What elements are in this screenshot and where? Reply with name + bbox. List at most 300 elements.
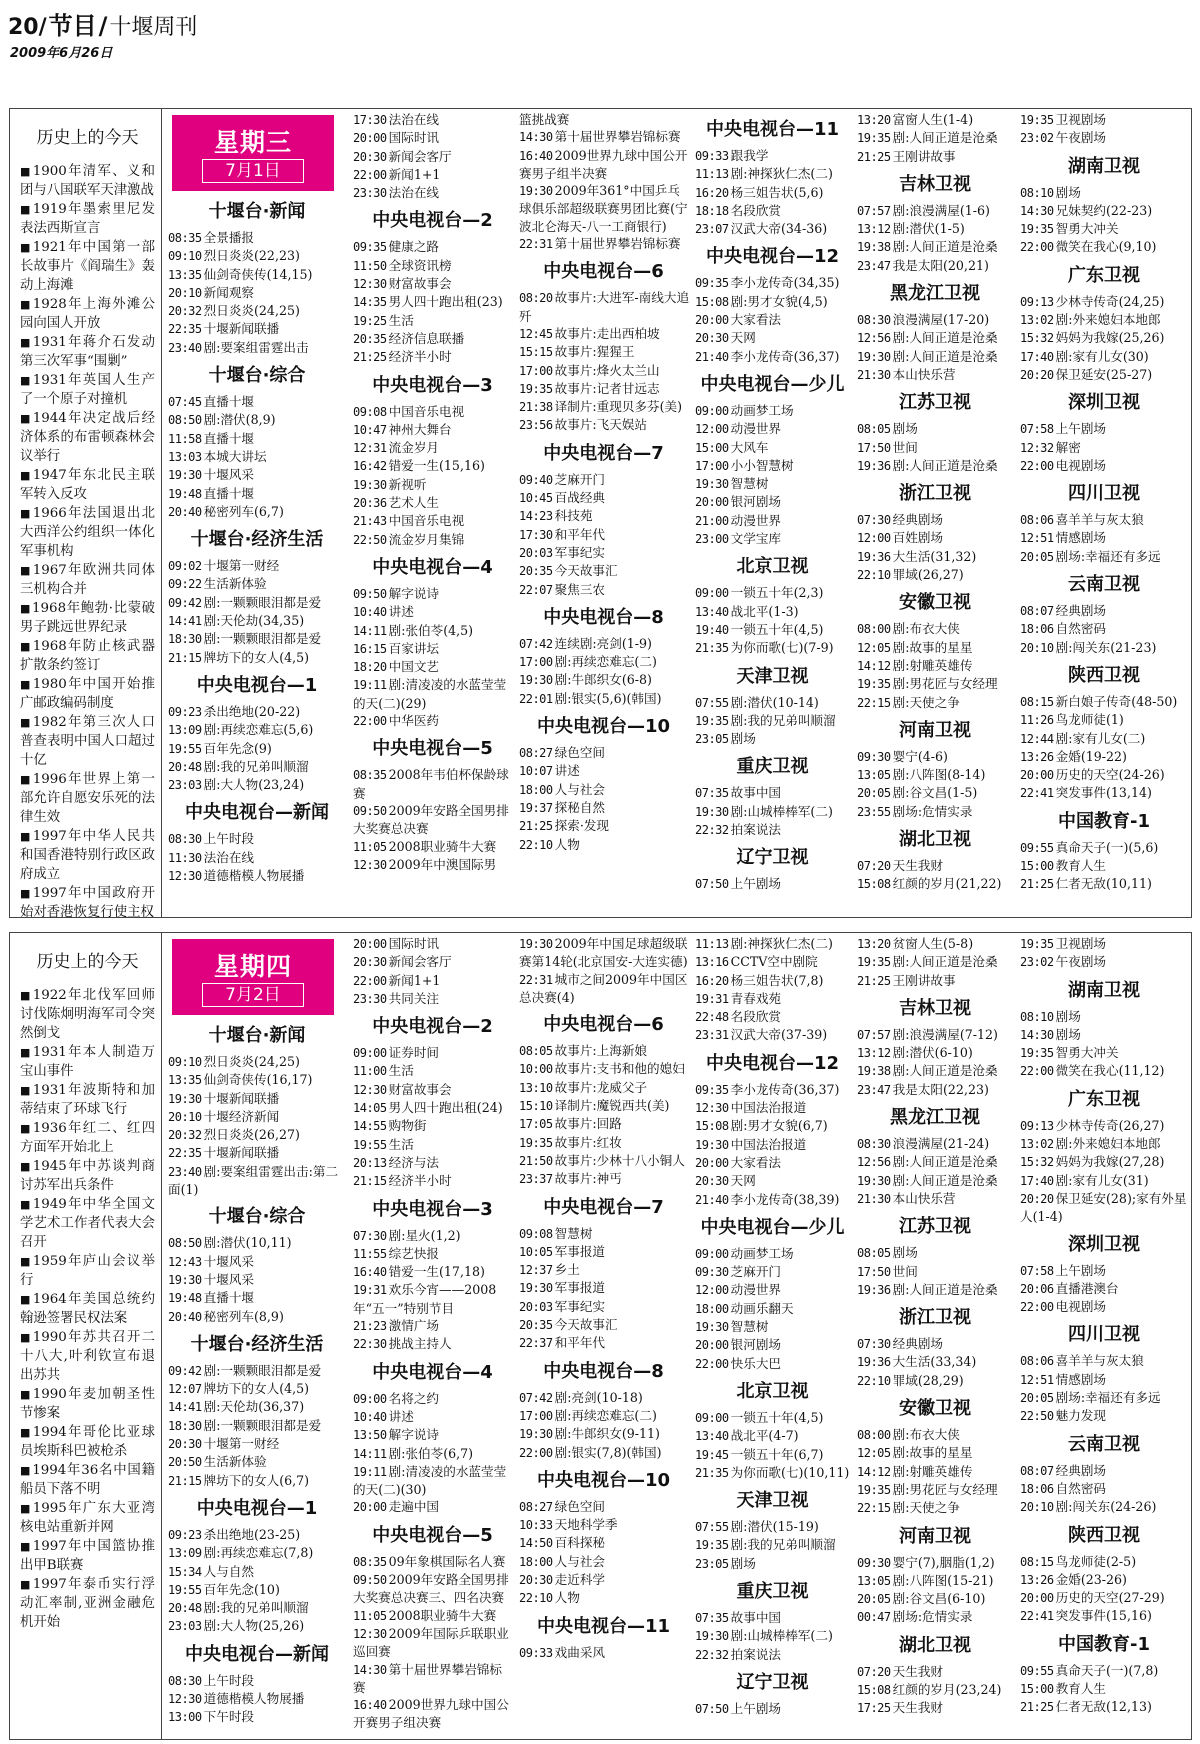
program-time: 19:11 (353, 678, 387, 693)
program-row (166, 575, 348, 593)
program-time: 19:30 (519, 673, 553, 688)
program-title: 剧:人间正道是沧桑 (892, 954, 998, 970)
program-time: 15:32 (1020, 1155, 1054, 1170)
channel-name: 中央电视台—11 (536, 1615, 671, 1637)
program-row (351, 935, 514, 953)
program-row (855, 657, 1015, 675)
program-time: 10:05 (519, 1244, 553, 1259)
program-row (855, 1499, 1015, 1517)
program-time: 09:13 (1020, 1118, 1054, 1133)
program-row (166, 339, 348, 357)
schedule-column-5 (855, 933, 1015, 1739)
channel-name: 广东卫视 (1068, 264, 1140, 286)
program-row (351, 802, 514, 838)
program-time: 17:50 (857, 1264, 891, 1279)
program-row (351, 1335, 514, 1353)
channel-name: 陕西卫视 (1068, 664, 1140, 686)
program-title: 鸟龙师徒(2-5) (1055, 1553, 1137, 1569)
program-time: 13:09 (168, 723, 202, 738)
program-time: 19:30 (857, 1173, 891, 1188)
program-title: 生活新体验 (203, 1454, 267, 1470)
history-item: ■ 1919年墨索里尼发表法西斯宣言 (20, 200, 155, 238)
program-time: 20:05 (1020, 1391, 1054, 1406)
program-title: 剧:浪漫满屋(1-6) (892, 202, 990, 218)
program-row (351, 275, 514, 293)
schedule-column-1 (166, 933, 348, 1739)
program-title: 动漫世界 (730, 512, 781, 528)
program-title: 杨三姐告状(5,6) (730, 184, 824, 200)
program-row (517, 1516, 690, 1534)
program-time: 11:26 (1020, 713, 1054, 728)
program-title: 法治在线 (388, 185, 439, 201)
schedule-column-1 (166, 109, 348, 917)
program-row (517, 1644, 690, 1662)
program-row (1018, 111, 1190, 129)
program-time: 08:20 (519, 291, 553, 306)
program-title: 一锁五十年(2,3) (730, 585, 824, 601)
program-title: 2009年中澳国际男 (388, 856, 497, 872)
date-label: 7月1日 (202, 159, 304, 183)
program-time: 22:50 (1020, 1409, 1054, 1424)
program-row (693, 1409, 852, 1427)
program-time: 16:40 (353, 1265, 387, 1280)
program-row (166, 1599, 348, 1617)
program-row (1018, 953, 1190, 971)
program-row (351, 990, 514, 1008)
program-title: 人物 (554, 1590, 580, 1606)
program-row (855, 935, 1015, 953)
program-title: 全景播报 (203, 230, 254, 245)
publication-name: 十堰周刊 (109, 15, 198, 40)
program-row (855, 803, 1015, 821)
program-time: 15:34 (168, 1564, 202, 1579)
channel-name: 中央电视台—少儿 (700, 373, 845, 395)
program-time: 08:27 (519, 1499, 553, 1514)
program-title: 我是太阳(20,21) (892, 257, 989, 273)
program-row (855, 1463, 1015, 1481)
program-time: 09:22 (168, 577, 202, 592)
program-row (693, 1300, 852, 1318)
program-row (351, 1227, 514, 1245)
program-row (517, 1152, 690, 1170)
masthead-slash: / (98, 12, 108, 40)
column-body (166, 201, 348, 885)
program-row (517, 507, 690, 525)
program-row (166, 1690, 348, 1708)
program-time: 13:35 (168, 1073, 202, 1088)
channel-name: 中央电视台—12 (705, 246, 840, 268)
program-row (517, 1444, 690, 1462)
program-row (351, 1553, 514, 1571)
program-time: 21:25 (857, 149, 891, 164)
program-time: 22:10 (857, 568, 891, 583)
program-time: 13:09 (168, 1546, 202, 1561)
program-row (1018, 1262, 1190, 1280)
program-time: 17:40 (1020, 349, 1054, 364)
program-time: 08:35 (168, 231, 202, 245)
program-row (517, 1134, 690, 1152)
program-time: 20:00 (353, 1500, 387, 1515)
program-time: 22:00 (1020, 240, 1054, 255)
program-title: 战北平(1-3) (730, 603, 799, 619)
program-row (166, 503, 348, 521)
program-title: 秘密列车(8,9) (203, 1308, 284, 1324)
program-title: 故事片:烽火太兰山 (554, 362, 660, 378)
program-title: 浪漫满屋(17-20) (892, 312, 990, 328)
program-time: 20:10 (1020, 1500, 1054, 1515)
program-time: 23:30 (353, 991, 387, 1006)
program-title: 罪域(28,29) (892, 1372, 964, 1388)
channel-name: 云南卫视 (1068, 1433, 1140, 1455)
program-row (693, 694, 852, 712)
program-row (693, 1318, 852, 1336)
program-row (166, 849, 348, 867)
program-title: 男人四十跑出租(24) (388, 1100, 503, 1116)
program-row (1018, 875, 1190, 893)
column-body (517, 935, 690, 1662)
program-title: 剧:八阵图(8-14) (892, 767, 986, 783)
program-time: 11:58 (168, 431, 202, 446)
program-title: 剧场:危情实录 (892, 803, 973, 819)
program-title: 故事中国 (730, 1610, 781, 1626)
program-time: 11:00 (353, 1064, 387, 1079)
program-time: 12:32 (1020, 440, 1054, 455)
program-title: 上午时段 (203, 1672, 254, 1688)
program-time: 12:37 (519, 1263, 553, 1278)
program-time: 20:35 (519, 564, 553, 579)
channel-name: 中央电视台—3 (372, 374, 493, 396)
program-title: 本山快乐营 (892, 1190, 956, 1206)
history-item: ■ 1931年英国人生产了一个原子对撞机 (20, 371, 155, 409)
program-title: 浪漫满屋(21-24) (892, 1136, 990, 1152)
history-item: ■ 1921年中国第一部长故事片《阎瑞生》轰动上海滩 (20, 238, 155, 295)
program-title: 经济半小时 (388, 349, 452, 365)
program-row (351, 1117, 514, 1135)
program-row (517, 836, 690, 854)
program-title: 流金岁月集锦 (388, 531, 465, 547)
program-row (517, 799, 690, 817)
program-time: 17:25 (857, 1701, 891, 1716)
program-row (1018, 1680, 1190, 1698)
program-row (693, 1555, 852, 1573)
program-time: 19:36 (857, 549, 891, 564)
program-title: 剧:家有儿女(30) (1055, 348, 1149, 364)
program-row (1018, 329, 1190, 347)
program-row (1018, 857, 1190, 875)
program-time: 22:00 (353, 714, 387, 729)
program-title: 本山快乐营 (892, 366, 956, 382)
program-row (855, 875, 1015, 893)
program-title: 剧:射雕英雄传 (892, 657, 973, 673)
program-title: 十堰风采 (203, 1253, 254, 1269)
program-title: 剧:一颗颗眼泪都是爱 (203, 594, 322, 610)
program-time: 07:50 (695, 1701, 729, 1716)
program-time: 22:50 (353, 532, 387, 547)
program-row (1018, 238, 1190, 256)
program-title: 探秘自然 (554, 799, 605, 815)
channel-name: 中央电视台—6 (543, 1014, 664, 1036)
program-row (166, 1071, 348, 1089)
channel-name: 辽宁卫视 (736, 1671, 809, 1693)
history-item: ■ 1945年中苏谈判商讨苏军出兵条件 (20, 1157, 155, 1195)
program-row (693, 1136, 852, 1154)
program-row (517, 380, 690, 398)
program-row (693, 1263, 852, 1281)
program-time: 09:30 (695, 1265, 729, 1280)
program-title: 2009年中国足球超级联赛第14轮(北京国安-大连实德) (519, 936, 688, 970)
program-time: 19:11 (353, 1464, 387, 1479)
column-body (1018, 111, 1190, 894)
program-time: 14:12 (857, 1464, 891, 1479)
program-title: 剧:要案组雷霆出击:第二面(1) (168, 1163, 339, 1198)
program-time: 09:23 (168, 704, 202, 719)
program-title: 人与社会 (554, 1553, 605, 1569)
program-row (855, 366, 1015, 384)
program-row (351, 585, 514, 603)
program-row (693, 439, 852, 457)
program-time: 09:00 (695, 1410, 729, 1425)
program-time: 09:35 (353, 240, 387, 255)
program-time: 23:47 (857, 258, 891, 273)
program-row (1018, 1607, 1190, 1625)
program-time: 19:30 (519, 1281, 553, 1296)
program-time: 11:55 (353, 1246, 387, 1261)
schedule-column-5 (855, 109, 1015, 917)
program-time: 07:58 (1020, 1263, 1054, 1278)
program-title: 大家看法 (730, 312, 781, 328)
program-row (1018, 1553, 1190, 1571)
program-title: 上午剧场 (1055, 421, 1106, 437)
program-row (693, 202, 852, 220)
program-row (693, 639, 852, 657)
program-row (693, 821, 852, 839)
channel-name: 重庆卫视 (736, 1581, 809, 1603)
program-time: 12:00 (857, 531, 891, 546)
program-title: 讲述 (388, 604, 414, 620)
program-title: 道德楷模人物展播 (203, 868, 305, 884)
section-name: 节目 (48, 12, 97, 40)
program-time: 23:05 (695, 1556, 729, 1571)
program-title: 新闻1+1 (388, 166, 441, 182)
program-title: 百姓剧场 (892, 530, 943, 546)
program-title: 保卫延安(25-27) (1055, 366, 1153, 382)
program-title: 动漫世界 (730, 421, 781, 437)
program-title: 十堰新闻联播 (203, 321, 280, 337)
program-time: 20:30 (353, 955, 387, 970)
program-row (517, 653, 690, 671)
program-title: 上午时段 (203, 831, 254, 847)
program-row (517, 362, 690, 380)
program-row (693, 147, 852, 165)
program-time: 15:00 (1020, 1682, 1054, 1697)
program-title: 剧:潜伏(15-19) (730, 1519, 819, 1535)
program-title: 本城大讲坛 (203, 448, 267, 464)
program-row (517, 1316, 690, 1334)
program-time: 12:51 (1020, 531, 1054, 546)
program-time: 22:00 (1020, 1300, 1054, 1315)
program-title: 剧:人间正道是沧桑 (892, 1281, 998, 1297)
program-row (166, 229, 348, 247)
program-title: 十堰新闻联播 (203, 1090, 280, 1106)
program-title: 杀出绝地(23-25) (203, 1526, 301, 1542)
program-row (855, 1335, 1015, 1353)
history-item: ■ 1997年中国政府开始对香港恢复行使主权 (20, 884, 155, 922)
program-time: 23:47 (857, 1082, 891, 1097)
program-title: 牌坊下的女人(4,5) (203, 1381, 310, 1397)
program-time: 18:30 (168, 1418, 202, 1433)
program-time: 12:00 (695, 1283, 729, 1298)
program-time: 12:43 (168, 1254, 202, 1269)
program-time: 19:35 (857, 955, 891, 970)
channel-name: 中央电视台—1 (196, 1497, 318, 1519)
schedule-column-3 (517, 933, 690, 1739)
program-title: 人物 (554, 836, 580, 852)
program-title: 婴宁(7),胭脂(1,2) (892, 1554, 995, 1570)
channel-name: 中央电视台—7 (543, 1196, 664, 1218)
program-title: 剧:故事的星星 (892, 1445, 973, 1461)
program-time: 07:35 (695, 1611, 729, 1626)
program-title: 跟我学 (730, 148, 769, 163)
program-title: 小小智慧树 (730, 457, 794, 473)
channel-name: 中央电视台—6 (543, 261, 664, 283)
program-time: 23:02 (1020, 955, 1054, 970)
program-row (855, 1699, 1015, 1717)
program-title: 战北平(4-7) (730, 1428, 799, 1444)
program-title: 2008职业骑牛大赛 (388, 1607, 497, 1623)
program-time: 19:35 (695, 1538, 729, 1553)
column-body (693, 935, 852, 1718)
history-item: ■ 1966年法国退出北大西洋公约组织一体化军事机构 (20, 504, 155, 561)
history-item: ■ 1968年防止核武器扩散条约签订 (20, 637, 155, 675)
program-time: 22:00 (1020, 1064, 1054, 1079)
program-time: 11:13 (695, 167, 729, 182)
program-row (693, 621, 852, 639)
program-title: 证券时间 (388, 1045, 439, 1061)
program-time: 13:12 (857, 222, 891, 237)
program-row (855, 748, 1015, 766)
program-time: 21:35 (695, 641, 729, 656)
program-row (517, 544, 690, 562)
program-row (693, 1191, 852, 1209)
program-time: 13:10 (519, 1080, 553, 1095)
program-title: 生活 (388, 1063, 414, 1079)
program-time: 12:30 (353, 857, 387, 872)
program-title: 王刚讲故事 (892, 148, 956, 164)
program-row (1018, 935, 1190, 953)
channel-name: 中央电视台—5 (372, 738, 493, 760)
schedule-section-wednesday (9, 108, 1192, 918)
program-time: 23:07 (695, 222, 729, 237)
program-title: 人与社会 (554, 781, 605, 797)
program-title: 经典剧场 (1055, 603, 1106, 619)
program-row (1018, 1008, 1190, 1026)
program-time: 20:48 (168, 1601, 202, 1616)
program-row (351, 953, 514, 971)
channel-name: 中国教育-1 (1058, 810, 1150, 832)
program-row (351, 1263, 514, 1281)
program-time: 12:30 (353, 1082, 387, 1097)
program-row (517, 325, 690, 343)
program-time: 19:45 (695, 1447, 729, 1462)
program-row (1018, 311, 1190, 329)
issue-date: 2009年6月26日 (10, 46, 113, 61)
program-row (166, 1417, 348, 1435)
program-row (166, 721, 348, 739)
program-time: 21:40 (695, 349, 729, 364)
program-title: 智慧树 (554, 1225, 593, 1241)
program-title: 第十届世界攀岩锦标赛 (554, 236, 681, 252)
program-row (351, 403, 514, 421)
program-time: 19:35 (1020, 1046, 1054, 1061)
program-time: 13:20 (857, 937, 891, 951)
program-row (517, 1060, 690, 1078)
program-title: 剧:再续恋难忘(二) (554, 654, 657, 670)
program-row (1018, 1190, 1190, 1226)
program-row (517, 762, 690, 780)
program-row (1018, 1462, 1190, 1480)
program-title: 拍案说法 (730, 1646, 781, 1662)
channel-name: 中央电视台—10 (536, 1469, 671, 1491)
history-item: ■ 1997年中华人民共和国香港特别行政区政府成立 (20, 827, 155, 884)
program-time: 17:00 (519, 655, 553, 670)
program-time: 13:12 (857, 1046, 891, 1061)
program-row (693, 512, 852, 530)
program-title: 十堰新闻联播 (203, 1145, 280, 1161)
program-time: 15:00 (695, 440, 729, 455)
program-title: 经济信息联播 (388, 330, 465, 346)
program-title: 兄妹契约(22-23) (1055, 202, 1153, 218)
program-title: 解字说诗 (388, 585, 439, 601)
program-row (1018, 129, 1190, 147)
program-title: 生活新体验 (203, 576, 267, 592)
program-time: 09:30 (857, 1555, 891, 1570)
program-row (166, 430, 348, 448)
program-title: 2008职业骑牛大赛 (388, 838, 497, 854)
program-row (351, 640, 514, 658)
program-row (693, 1464, 852, 1482)
program-time: 19:35 (857, 131, 891, 146)
program-time: 14:41 (168, 614, 202, 629)
program-time: 16:40 (519, 148, 553, 163)
program-row (1018, 457, 1190, 475)
program-row (166, 393, 348, 411)
program-time: 09:08 (353, 404, 387, 419)
program-row (517, 690, 690, 708)
program-row (855, 529, 1015, 547)
program-title: 突发事件(15,16) (1055, 1608, 1152, 1624)
channel-name: 安徽卫视 (899, 1398, 971, 1420)
program-row (517, 398, 690, 416)
program-time: 19:36 (857, 1355, 891, 1370)
column-body (693, 119, 852, 894)
channel-name: 安徽卫视 (899, 592, 971, 614)
program-title: 国际时讯 (388, 936, 439, 951)
history-title: 历史上的今天 (36, 128, 139, 148)
history-item: ■ 1936年红二、红四方面军开始北上 (20, 1119, 155, 1157)
program-title: 百战经典 (554, 490, 605, 506)
program-time: 07:55 (695, 695, 729, 710)
program-time: 08:35 (353, 768, 387, 783)
channel-name: 中央电视台—新闻 (185, 1643, 329, 1665)
program-title: 保卫延安(28);家有外星人(1-4) (1020, 1190, 1187, 1225)
program-time: 07:57 (857, 1027, 891, 1042)
program-row (351, 1625, 514, 1661)
program-time: 20:48 (168, 759, 202, 774)
program-row (351, 766, 514, 802)
program-title: 绿色空间 (554, 1498, 605, 1514)
program-title: 午夜剧场 (1055, 130, 1106, 146)
program-title: 剧:大人物(23,24) (203, 777, 305, 793)
